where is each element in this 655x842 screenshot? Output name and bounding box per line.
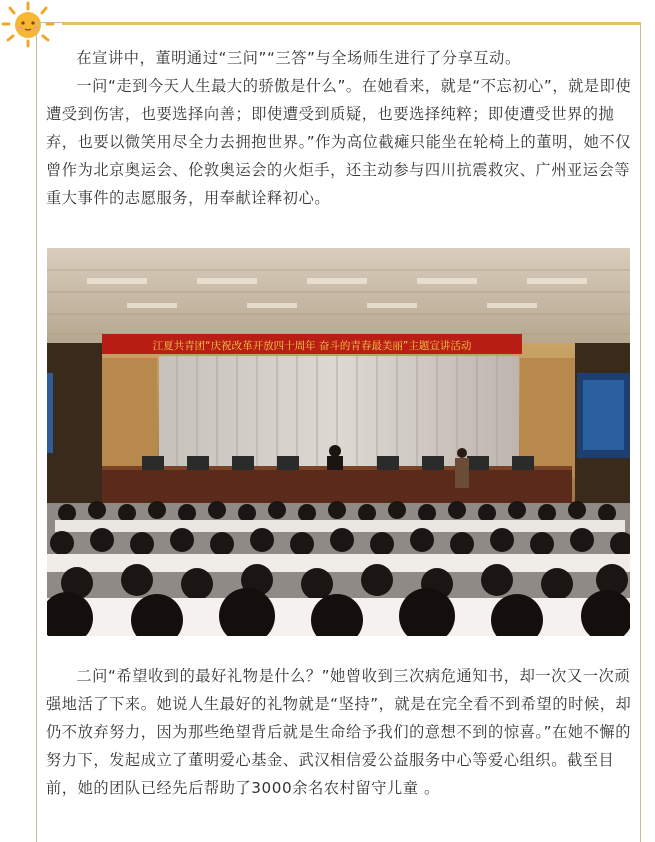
lecture-hall-illustration [47, 248, 630, 636]
paragraph-intro: 在宣讲中，董明通过“三问”“三答”与全场师生进行了分享互动。 [76, 49, 521, 67]
lecture-hall-photo [47, 248, 630, 636]
top-accent-line [62, 22, 641, 25]
paragraph-question-one: 一问“走到今天人生最大的骄傲是什么”。在她看来，就是“不忘初心”，就是即使遭受到伤害，也要选择向善；即使遭受到质疑，也要选择纯粹；即使遭受世界的抛弃，也要以微笑用尽全力去拥抱世界。”作为高位截瘫只能坐在轮椅上的董明，她不仅曾作为北京奥运会、伦敦奥运会的火炬手，还主动参与四川抗震救灾、广州亚运会等重大事件的志愿服务，用奉献诠释初心。 [46, 77, 632, 207]
banner-text: 江夏共青团“庆祝改革开放四十周年 奋斗的青春最美丽”主题宣讲活动 [152, 340, 472, 352]
article-body-top [46, 44, 634, 212]
article-body-bottom [46, 662, 634, 802]
paragraph-question-two: 二问“希望收到的最好礼物是什么？”她曾收到三次病危通知书，却一次又一次顽强地活了下来。她说人生最好的礼物就是“坚持”，就是在完全看不到希望的时候，却仍不放弃努力，因为那些绝望背后就是生命给予我们的意想不到的惊喜。”在她不懈的努力下，发起成立了董明爱心基金、武汉相信爱公益服务中心等爱心组织。截至目前，她的团队已经先后帮助了3000余名农村留守儿童 。 [46, 667, 632, 797]
